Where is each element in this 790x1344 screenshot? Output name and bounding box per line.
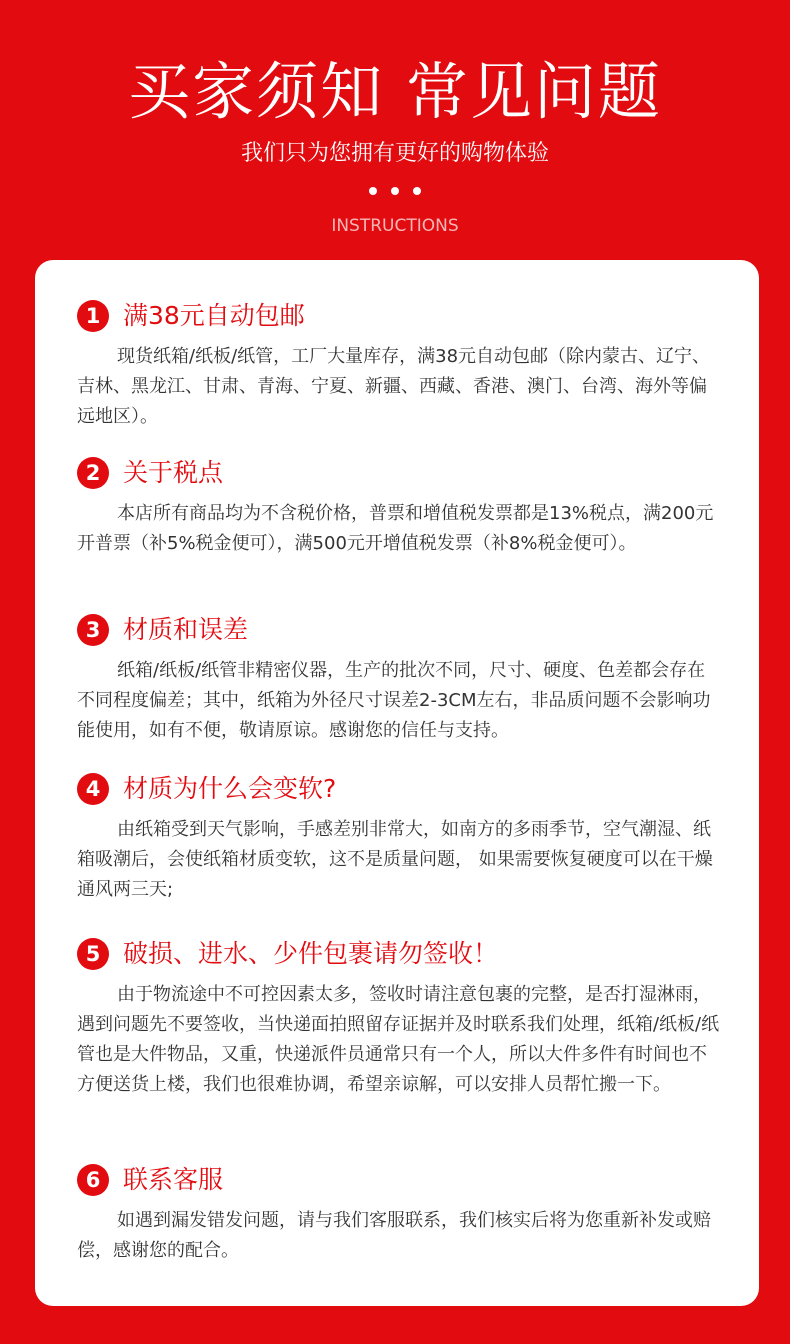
section-body: 现货纸箱/纸板/纸管，工厂大量库存，满38元自动包邮（除内蒙古、辽宁、吉林、黑龙江、甘肃、青海、宁夏、新疆、西藏、香港、澳门、台湾、海外等偏远地区）。 [77,346,711,427]
section-title: 满38元自动包邮 [123,301,305,330]
section-title: 材质和误差 [123,615,249,644]
faq-section-damaged-package [77,934,727,1100]
dot-icon [391,187,399,195]
section-heading [77,769,727,809]
decorative-dots [0,187,790,195]
section-title: 关于税点 [123,458,224,487]
number-one-icon: 1 [77,300,109,332]
page-title: 买家须知 常见问题 [128,55,662,128]
section-body: 本店所有商品均为不含税价格，普票和增值税发票都是13%税点，满200元开普票（补5%税金便可），满500元开增值税发票（补8%税金便可）。 [77,503,714,554]
number-five-icon: 5 [77,938,109,970]
section-heading [77,296,727,336]
section-title: 材质为什么会变软? [123,774,337,803]
number-three-icon: 3 [77,614,109,646]
section-body: 由于物流途中不可控因素太多，签收时请注意包裹的完整，是否打湿淋雨，遇到问题先不要签收，当快递面拍照留存证据并及时联系我们处理，纸箱/纸板/纸管也是大件物品，又重，快递派件员通常只有一个人，所以大件多件有时间也不方便送货上楼，我们也很难协调，希望亲谅解，可以安排人员帮忙搬一下。 [77,984,720,1095]
number-two-icon: 2 [77,457,109,489]
dot-icon [413,187,421,195]
section-heading [77,1160,727,1200]
faq-section-tax [77,453,727,559]
instructions-tag: INSTRUCTIONS [331,216,459,236]
dot-icon [369,187,377,195]
number-four-icon: 4 [77,773,109,805]
page-header [0,0,790,260]
section-body: 如遇到漏发错发问题，请与我们客服联系，我们核实后将为您重新补发或赔偿，感谢您的配合。 [77,1210,711,1261]
faq-section-material-tolerance [77,610,727,746]
section-heading [77,934,727,974]
section-heading [77,610,727,650]
section-heading [77,453,727,493]
section-title: 破损、进水、少件包裹请勿签收！ [123,939,499,968]
faq-section-material-soft [77,769,727,905]
section-body: 由纸箱受到天气影响，手感差别非常大，如南方的多雨季节，空气潮湿、纸箱吸潮后，会使纸箱材质变软，这不是质量问题， 如果需要恢复硬度可以在干燥通风两三天; [77,819,713,900]
faq-section-shipping [77,296,727,432]
faq-card [35,260,759,1306]
section-body: 纸箱/纸板/纸管非精密仪器，生产的批次不同，尺寸、硬度、色差都会存在不同程度偏差；其中，纸箱为外径尺寸误差2-3CM左右，非品质问题不会影响功能使用，如有不便，敬请原谅。感谢您的信任与支持。 [77,660,711,741]
faq-section-contact [77,1160,727,1266]
page-subtitle: 我们只为您拥有更好的购物体验 [240,141,549,166]
section-title: 联系客服 [123,1165,224,1194]
number-six-icon: 6 [77,1164,109,1196]
